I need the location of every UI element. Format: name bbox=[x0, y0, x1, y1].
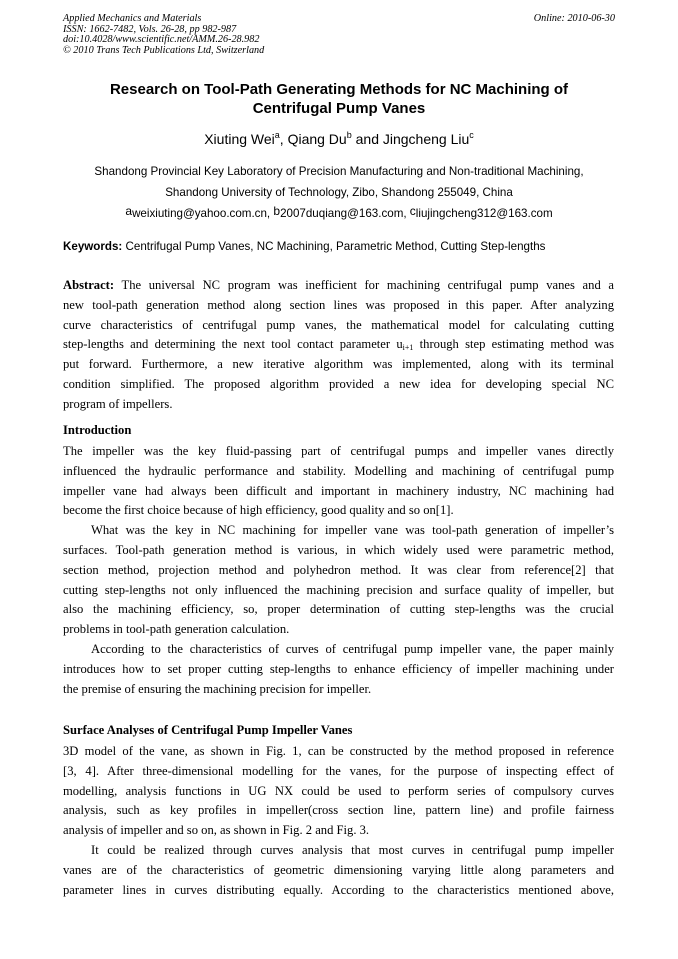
paragraph-line: impeller vane had always been difficult and important in machinery industry, NC machining had bbox=[63, 483, 614, 498]
paragraph-line: the premise of ensuring the machining precision for impeller. bbox=[63, 681, 372, 696]
journal-header bbox=[63, 14, 264, 57]
surface-analyses-body bbox=[63, 742, 614, 900]
abstract-line: Abstract: The universal NC program was inefficient for machining centrifugal pump vanes and a bbox=[63, 278, 614, 292]
author-separator: , bbox=[279, 131, 288, 147]
paragraph-line: surfaces. Tool-path generation method is various, in which widely used were parametric method, bbox=[63, 542, 614, 557]
abstract-line: program of impellers. bbox=[63, 396, 173, 411]
abstract-label: Abstract: bbox=[63, 278, 115, 292]
paragraph-line: parameter lines in curves distributing equally. According to the characteristics mentioned above, bbox=[63, 882, 614, 897]
paragraph-line: The impeller was the key fluid-passing part of centrifugal pumps and impeller vanes directly bbox=[63, 444, 614, 458]
paragraph-line: introduces how to set proper cutting step-lengths to enhance efficiency of impeller machining under bbox=[63, 661, 614, 676]
paragraph-line: modelling, analysis functions in UG NX could be used to perform series of compulsory curves bbox=[63, 783, 614, 798]
keywords-label: Keywords: bbox=[63, 240, 123, 253]
author-affil-mark: c bbox=[469, 130, 474, 140]
affiliation-line-1: Shandong Provincial Key Laboratory of Precision Manufacturing and Non-traditional Machining, bbox=[94, 165, 584, 178]
email-list bbox=[0, 203, 678, 222]
title-line-2: Centrifugal Pump Vanes bbox=[252, 99, 426, 117]
paragraph-line: According to the characteristics of curves of centrifugal pump impeller vane, the paper mainly bbox=[91, 641, 614, 656]
doi-line: doi:10.4028/www.scientific.net/AMM.26-28.982 bbox=[63, 34, 260, 46]
abstract bbox=[63, 276, 614, 415]
paragraph-line: vanes are of the characteristics of geometric dimensioning varying little along parameters and bbox=[63, 862, 614, 877]
section-heading-surface-analyses: Surface Analyses of Centrifugal Pump Impeller Vanes bbox=[63, 723, 353, 737]
abstract-line: condition simplified. The proposed algorithm provided a new idea for developing special NC bbox=[63, 376, 614, 391]
keywords-text: Centrifugal Pump Vanes, NC Machining, Parametric Method, Cutting Step-lengths bbox=[122, 240, 546, 253]
email-address: liujingcheng312@163.com bbox=[415, 207, 553, 220]
abstract-line: curve characteristics of centrifugal pump vanes, the mathematical model for calculating cutting bbox=[63, 317, 614, 332]
paragraph-line: What was the key in NC machining for impeller vane was tool-path generation of impeller’s bbox=[91, 523, 614, 538]
keywords bbox=[63, 239, 623, 255]
email-address: 2007duqiang@163.com, bbox=[280, 207, 410, 220]
abstract-line: put forward. Furthermore, a new iterative algorithm was implemented, along with its terminal bbox=[63, 357, 614, 372]
email-address: weixiuting@yahoo.com.cn, bbox=[132, 207, 274, 220]
issn-line: ISSN: 1662-7482, Vols. 26-28, pp 982-987 bbox=[63, 23, 237, 35]
paragraph-line: also the machining efficiency, so, proper determination of cutting step-lengths was the crucial bbox=[63, 602, 614, 617]
paragraph-line: It could be realized through curves analysis that most curves in centrifugal pump impeller bbox=[91, 842, 614, 857]
section-heading-introduction: Introduction bbox=[63, 423, 132, 437]
author-list bbox=[0, 130, 678, 148]
email-mark: c bbox=[409, 204, 416, 218]
title-line-1: Research on Tool-Path Generating Methods for NC Machining of bbox=[109, 81, 569, 98]
abstract-line: step-lengths and determining the next tool contact parameter $u_{i+1}$ through step estimating method was bbox=[63, 337, 614, 353]
author-affil-mark: a bbox=[274, 130, 280, 140]
author-separator: and bbox=[351, 131, 383, 147]
paragraph-line: [3, 4]. After three-dimensional modelling for the vanes, for the purpose of inspecting effect of bbox=[63, 763, 614, 778]
abstract-line: new tool-path generation method along section lines was proposed in this paper. After analyzing bbox=[63, 297, 614, 312]
paragraph-line: analysis, such as key profiles in impeller(cross section line, pattern line) and profile fairness bbox=[63, 803, 614, 818]
online-date: Online: 2010-06-30 bbox=[533, 13, 615, 24]
author-affil-mark: b bbox=[346, 130, 352, 140]
introduction-body bbox=[63, 442, 614, 699]
email-mark: a bbox=[125, 204, 133, 218]
journal-name: Applied Mechanics and Materials bbox=[63, 13, 202, 24]
paragraph-line: problems in tool-path generation calculation. bbox=[63, 622, 290, 637]
author-name: Jingcheng Liu bbox=[382, 131, 470, 147]
author-name: Xiuting Wei bbox=[204, 131, 275, 147]
affiliation-line-2: Shandong University of Technology, Zibo, Shandong 255049, China bbox=[165, 186, 513, 199]
affiliation bbox=[40, 161, 638, 203]
paragraph-line: 3D model of the vane, as shown in Fig. 1, can be constructed by the method proposed in reference bbox=[63, 744, 614, 758]
paragraph-line: become the first choice because of high efficiency, good quality and so on[1]. bbox=[63, 503, 454, 518]
paragraph-line: influenced the hydraulic performance and stability. Modelling and machining of centrifugal pump bbox=[63, 463, 614, 478]
author-name: Qiang Du bbox=[287, 131, 347, 147]
paragraph-line: section method, projection method and polyhedron method. It was clear from reference[2] that bbox=[63, 562, 614, 577]
copyright-line: © 2010 Trans Tech Publications Ltd, Switzerland bbox=[63, 45, 265, 57]
email-mark: b bbox=[273, 204, 281, 218]
paragraph-line: analysis of impeller and so on, as shown in Fig. 2 and Fig. 3. bbox=[63, 823, 370, 838]
paper-title bbox=[70, 81, 608, 118]
paragraph-line: cutting step-lengths not only influenced the machining precision and surface quality of impeller, but bbox=[63, 582, 614, 597]
